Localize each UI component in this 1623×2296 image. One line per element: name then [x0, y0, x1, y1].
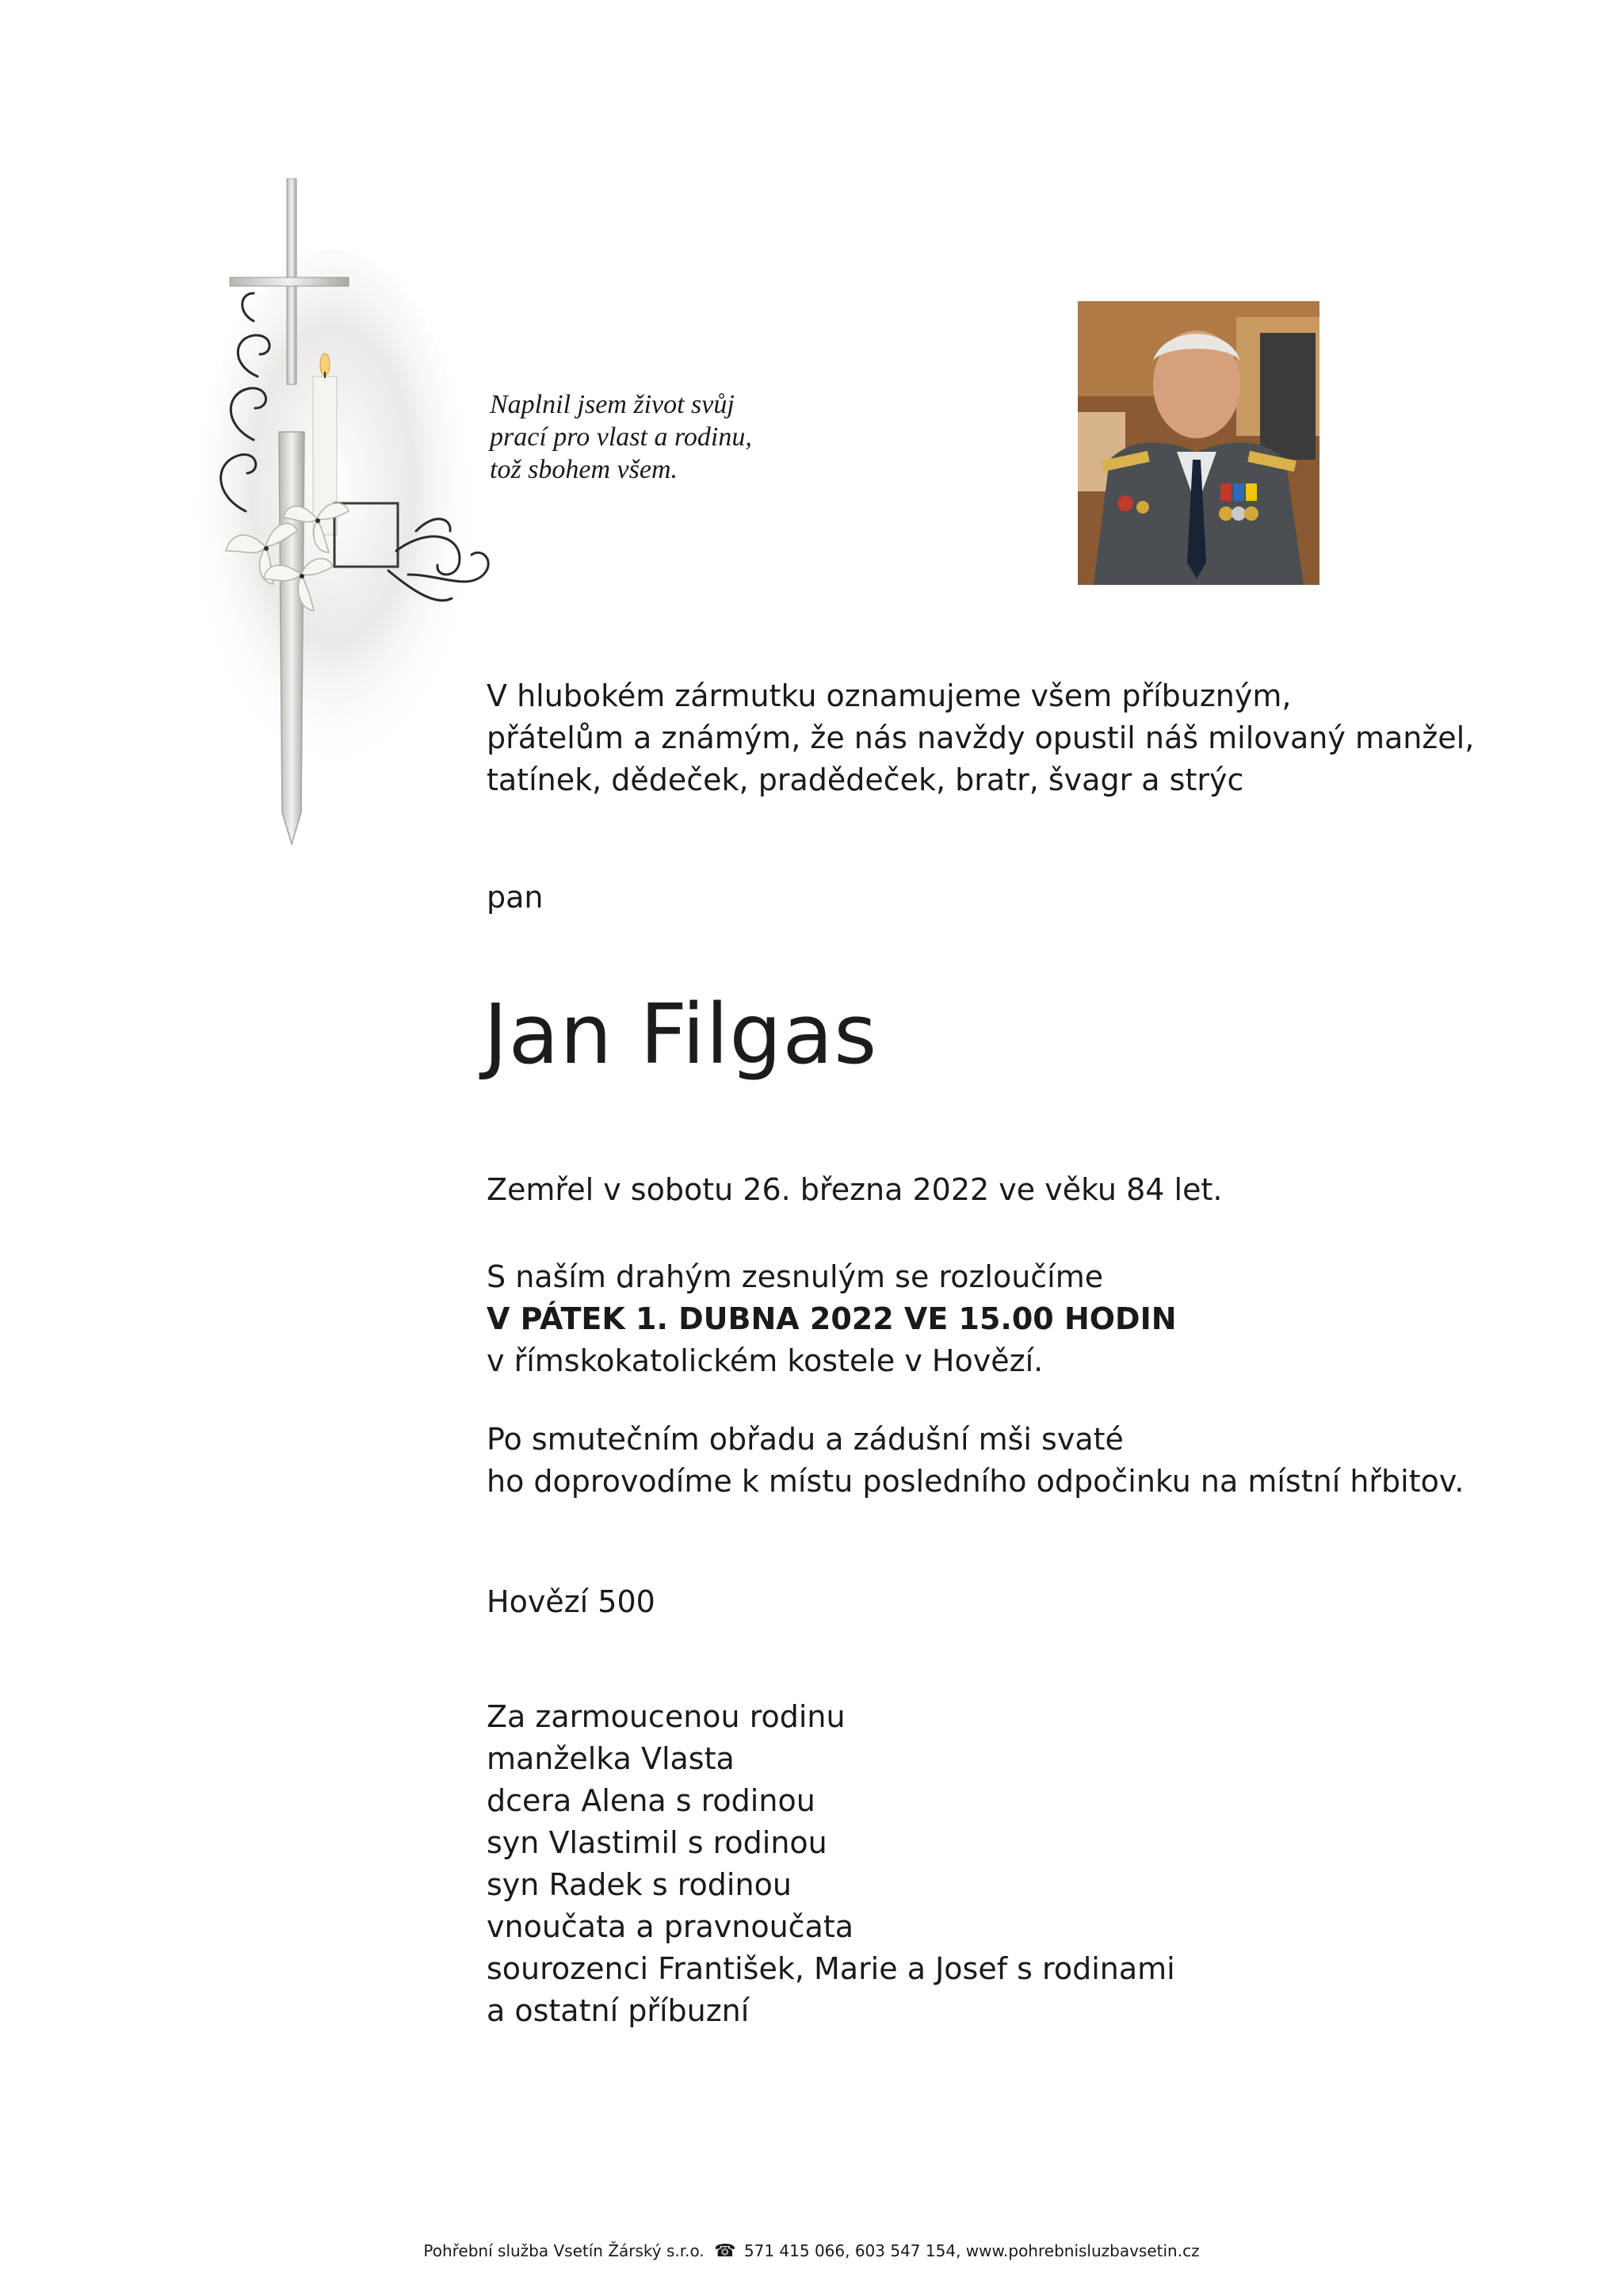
family-member: manželka Vlasta — [487, 1741, 735, 1776]
quote-line: Naplnil jsem život svůj — [490, 390, 735, 419]
family-list — [487, 1738, 1580, 2032]
intro-line: tatínek, dědeček, pradědeček, bratr, švagr a strýc — [487, 762, 1244, 797]
contact-info: 571 415 066, 603 547 154, www.pohrebnisluzbavsetin.cz — [743, 2241, 1200, 2260]
funeral-company: Pohřební služba Vsetín Žárský s.r.o. — [423, 2241, 705, 2260]
death-info: Zemřel v sobotu 26. března 2022 ve věku 84 let. — [487, 1172, 1223, 1207]
farewell-line: S naším drahým zesnulým se rozloučíme — [487, 1259, 1104, 1294]
address: Hovězí 500 — [487, 1584, 655, 1619]
intro-line: přátelům a známým, že nás navždy opustil náš milovaný manžel, — [487, 720, 1475, 755]
phone-icon: ☎ — [714, 2241, 736, 2261]
announcement-intro — [487, 675, 1580, 801]
family-member: a ostatní příbuzní — [487, 1993, 750, 2028]
family-member: syn Radek s rodinou — [487, 1867, 792, 1902]
family-member: dcera Alena s rodinou — [487, 1783, 815, 1818]
quote-line: tož sbohem všem. — [490, 455, 678, 484]
family-member: syn Vlastimil s rodinou — [487, 1825, 827, 1860]
intro-line: V hlubokém zármutku oznamujeme všem příbuzným, — [487, 678, 1292, 713]
ceremony-line: Po smutečním obřadu a zádušní mši svaté — [487, 1422, 1124, 1457]
family-member: vnoučata a pravnoučata — [487, 1909, 854, 1944]
funeral-date: V PÁTEK 1. DUBNA 2022 VE 15.00 HODIN — [487, 1301, 1177, 1336]
funeral-location: v římskokatolickém kostele v Hovězí. — [487, 1343, 1044, 1378]
memorial-quote — [490, 388, 902, 486]
ceremony-line: ho doprovodíme k místu posledního odpočinku na místní hřbitov. — [487, 1464, 1465, 1499]
deceased-name: Jan Filgas — [483, 986, 878, 1083]
ceremony-info — [487, 1419, 1580, 1503]
honorific: pan — [487, 880, 544, 915]
cross-candle-ornament — [198, 178, 507, 852]
footer — [0, 2241, 1623, 2261]
farewell-info — [487, 1256, 1580, 1382]
family-member: sourozenci František, Marie a Josef s rodinami — [487, 1951, 1175, 1986]
quote-line: prací pro vlast a rodinu, — [490, 422, 752, 452]
portrait-photo — [1078, 301, 1319, 585]
family-heading: Za zarmoucenou rodinu — [487, 1699, 846, 1734]
